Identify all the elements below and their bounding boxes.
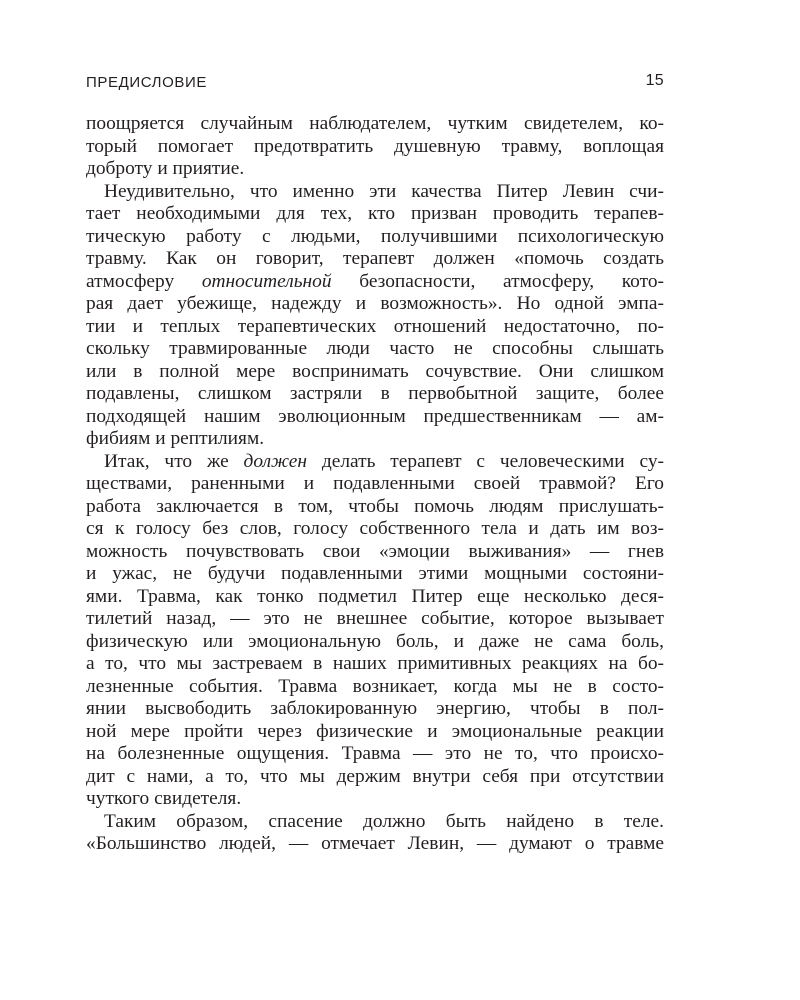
text-line: лезненные события. Травма возникает, когда мы не в состо- [86,675,664,697]
text-line: чуткого свидетеля. [86,788,242,809]
text-run: Итак, что же [104,450,244,472]
running-head [86,72,664,96]
italic-text-run: должен [243,450,308,472]
text-line: скольку травмированные люди часто не способны слышать [86,338,664,359]
text-line: тилетий назад, — это не внешнее событие, которое вызывает [86,608,664,629]
section-title: ПРЕДИСЛОВИЕ [86,74,207,91]
text-line: тает необходимыми для тех, кто призван проводить терапев- [86,203,664,224]
paragraph-first-line: Неудивительно, что именно эти качества Питер Левин счи- [104,180,664,202]
paragraph-first-line: Таким образом, спасение должно быть найдено в теле. [104,810,664,832]
text-line: тии и теплых терапевтических отношений недостаточно, по- [86,315,664,337]
text-line: физическую или эмоциональную боль, и даже не сама боль, [86,630,664,652]
text-line: подходящей нашим эволюционным предшественникам — ам- [86,405,664,427]
text-line: фибиям и рептилиям. [86,428,265,449]
text-line: доброту и приятие. [86,158,245,179]
text-line: рая дает убежище, надежду и возможность». Но одной эмпа- [86,293,664,314]
text-line: и ужас, не будучи подавленными этими мощными состояни- [86,563,664,584]
italic-text-run: относительной [201,270,332,292]
page-number: 15 [645,72,664,89]
text-run: атмосферу [86,270,202,292]
text-line: дит с нами, а то, что мы держим внутри себя при отсутствии [86,765,664,787]
text-line: работа заключается в том, чтобы помочь людям прислушать- [86,495,664,517]
paragraph-first-line [86,451,664,474]
text-line: или в полной мере воспринимать сочувствие. Они слишком [86,360,664,382]
text-line: ями. Травма, как тонко подметил Питер еще несколько деся- [86,585,664,607]
text-line: поощряется случайным наблюдателем, чутким свидетелем, ко- [86,113,664,134]
text-run: безопасности, атмосферу, кото- [331,270,664,292]
text-run: делать терапевт с человеческими су- [307,450,664,472]
text-line [86,271,664,294]
text-line: на болезненные ощущения. Травма — это не то, что происхо- [86,743,664,764]
text-line: «Большинство людей, — отмечает Левин, — думают о травме [86,833,664,854]
text-line: подавлены, слишком застряли в первобытной защите, более [86,383,664,404]
text-line: а то, что мы застреваем в наших примитивных реакциях на бо- [86,653,664,674]
body-text [86,113,664,856]
text-line: ществами, раненными и подавленными своей травмой? Его [86,473,664,494]
text-line: янии высвободить заблокированную энергию, чтобы в пол- [86,698,664,719]
text-line: торый помогает предотвратить душевную травму, воплощая [86,135,664,157]
text-line: тическую работу с людьми, получившими психологическую [86,225,664,247]
text-line: можность почувствовать свои «эмоции выживания» — гнев [86,540,664,562]
text-line: травму. Как он говорит, терапевт должен «помочь создать [86,248,664,269]
text-line: ся к голосу без слов, голосу собственного тела и дать им воз- [86,518,664,539]
text-line: ной мере пройти через физические и эмоциональные реакции [86,720,664,742]
